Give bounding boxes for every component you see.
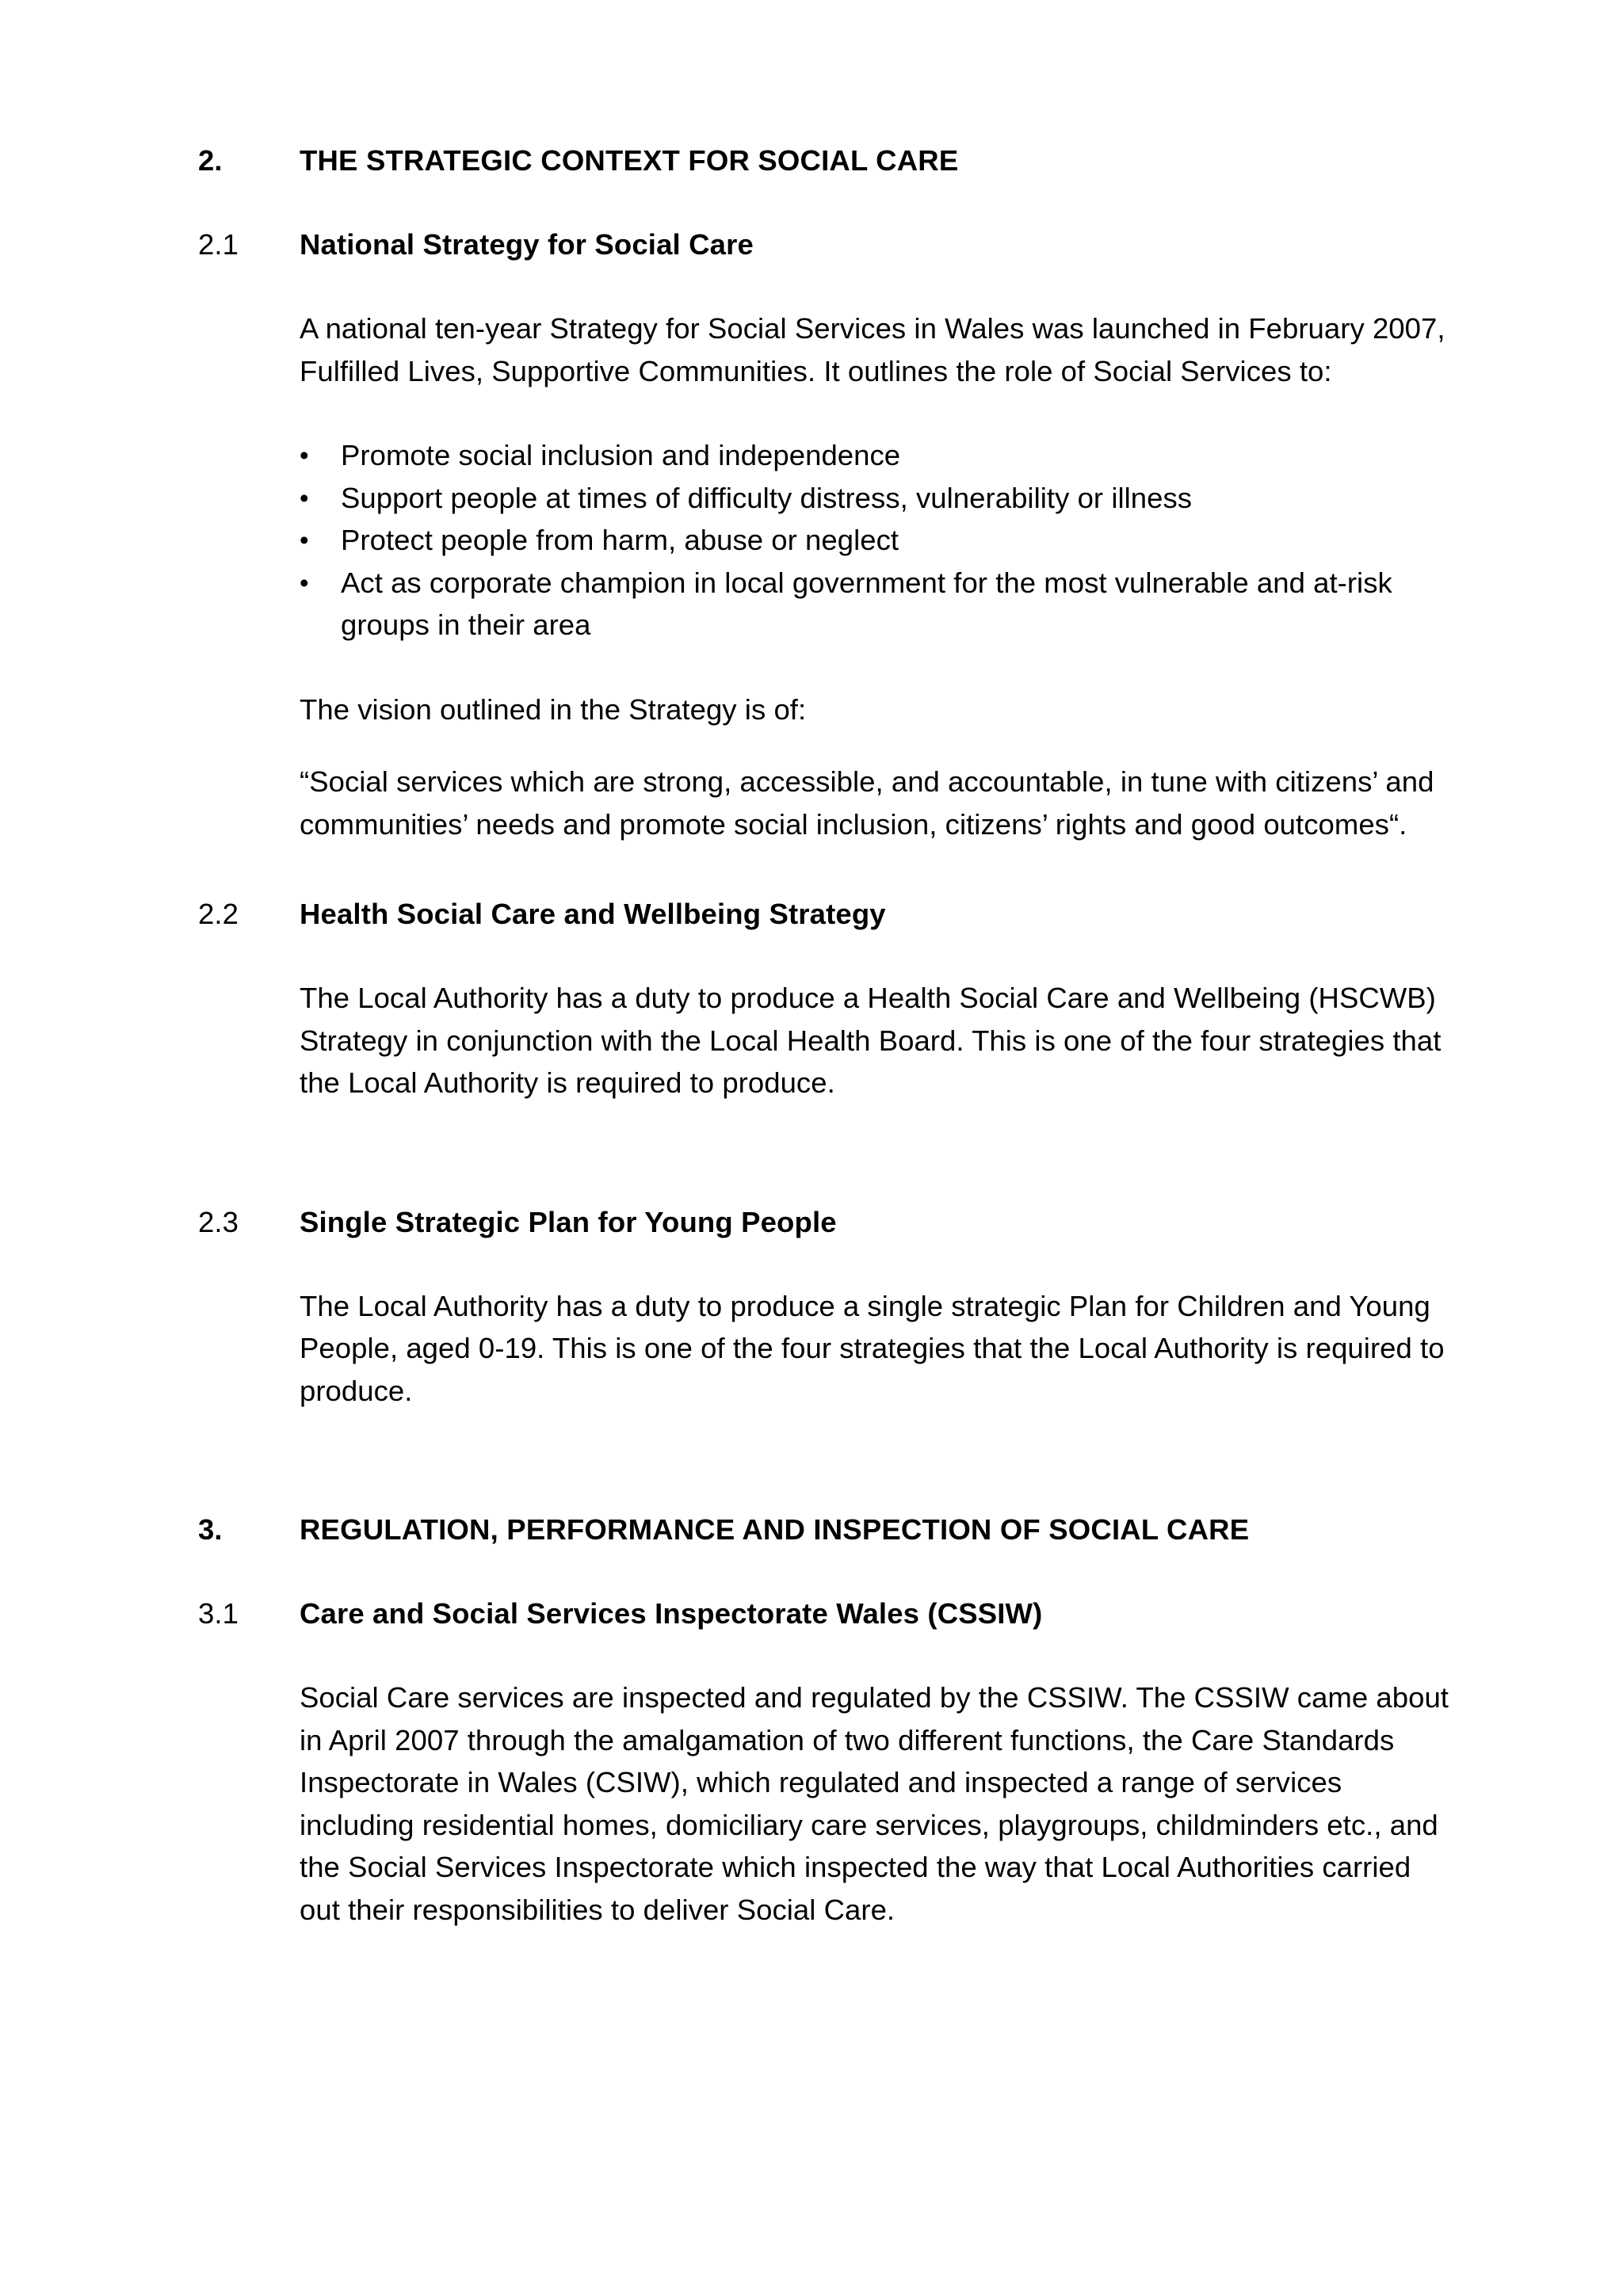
bullet-icon: •: [300, 482, 309, 513]
spacer: [198, 935, 1450, 977]
paragraph-2-3: The Local Authority has a duty to produce a single strategic Plan for Children and Young People, aged 0-19. This is one of the four strategies that the Local Authority is required to produce.: [300, 1289, 1445, 1407]
spacer: [198, 1550, 1450, 1592]
paragraph-2-1-vision-lead: The vision outlined in the Strategy is of:: [300, 692, 807, 726]
bullet-list-2-1: [300, 434, 1450, 646]
spacer: [198, 1104, 1450, 1201]
section-heading-2-2: [198, 893, 1450, 935]
section-number-3-1: 3.1: [198, 1597, 239, 1630]
section-title-2-2: Health Social Care and Wellbeing Strategy: [300, 898, 886, 930]
spacer: [198, 845, 1450, 893]
spacer: [198, 1243, 1450, 1285]
section-heading-3: [198, 1508, 1450, 1550]
list-item-label: Protect people from harm, abuse or neglect: [341, 524, 899, 556]
list-item: [300, 434, 1450, 477]
section-2-1-body: [300, 307, 1450, 845]
section-title-3-1: Care and Social Services Inspectorate Wales (CSSIW): [300, 1597, 1043, 1630]
section-2-3-body: [300, 1285, 1450, 1413]
section-heading-2-3: [198, 1201, 1450, 1243]
section-title-3: REGULATION, PERFORMANCE AND INSPECTION OF SOCIAL CARE: [300, 1513, 1250, 1546]
section-number-2-1: 2.1: [198, 228, 239, 261]
section-number-2-3: 2.3: [198, 1205, 239, 1238]
paragraph-2-1-intro: A national ten-year Strategy for Social Services in Wales was launched in February 2007, Fulfilled Lives, Supportive Communities. It outlines the role of Social Services to:: [300, 312, 1445, 387]
spacer: [198, 181, 1450, 223]
spacer: [198, 265, 1450, 307]
section-title-2-1: National Strategy for Social Care: [300, 228, 754, 261]
section-title-2-3: Single Strategic Plan for Young People: [300, 1205, 837, 1238]
section-heading-2: [198, 139, 1450, 181]
list-item-label: Act as corporate champion in local government for the most vulnerable and at-risk groups in their area: [341, 566, 1392, 641]
paragraph-3-1: Social Care services are inspected and regulated by the CSSIW. The CSSIW came about in April 2007 through the amalgamation of two different functions, the Care Standards Inspectorate in Wales (CSIW), which regulated and inspected a range of services including residential homes, domiciliary care services, playgroups, childminders etc., and the Social Services Inspectorate which inspected the way that Local Authorities carried out their responsibilities to deliver Social Care.: [300, 1681, 1449, 1926]
section-heading-3-1: [198, 1592, 1450, 1634]
paragraph-2-2: The Local Authority has a duty to produce a Health Social Care and Wellbeing (HSCWB) Strategy in conjunction with the Local Health Board. This is one of the four strategies that the Local Authority is required to produce.: [300, 982, 1442, 1099]
section-number-3: 3.: [198, 1513, 223, 1546]
section-title-2: THE STRATEGIC CONTEXT FOR SOCIAL CARE: [300, 144, 959, 177]
spacer: [198, 1634, 1450, 1676]
bullet-icon: •: [300, 525, 309, 555]
document-content: [198, 139, 1450, 1931]
section-2-2-body: [300, 977, 1450, 1104]
section-3-1-body: [300, 1676, 1450, 1931]
bullet-icon: •: [300, 567, 309, 597]
section-number-2: 2.: [198, 144, 223, 177]
section-number-2-2: 2.2: [198, 898, 239, 930]
list-item: [300, 519, 1450, 562]
list-item: [300, 477, 1450, 520]
list-item-label: Promote social inclusion and independence: [341, 439, 901, 471]
spacer: [300, 392, 1450, 434]
list-item-label: Support people at times of difficulty distress, vulnerability or illness: [341, 481, 1193, 514]
spacer: [300, 646, 1450, 688]
list-item: [300, 562, 1450, 646]
section-heading-2-1: [198, 223, 1450, 265]
paragraph-2-1-vision-quote: “Social services which are strong, accessible, and accountable, in tune with citizens’ and communities’ needs and promote social inclusion, citizens’ rights and good outcomes“.: [300, 765, 1434, 841]
spacer: [198, 1412, 1450, 1508]
bullet-icon: •: [300, 441, 309, 470]
spacer: [300, 730, 1450, 761]
